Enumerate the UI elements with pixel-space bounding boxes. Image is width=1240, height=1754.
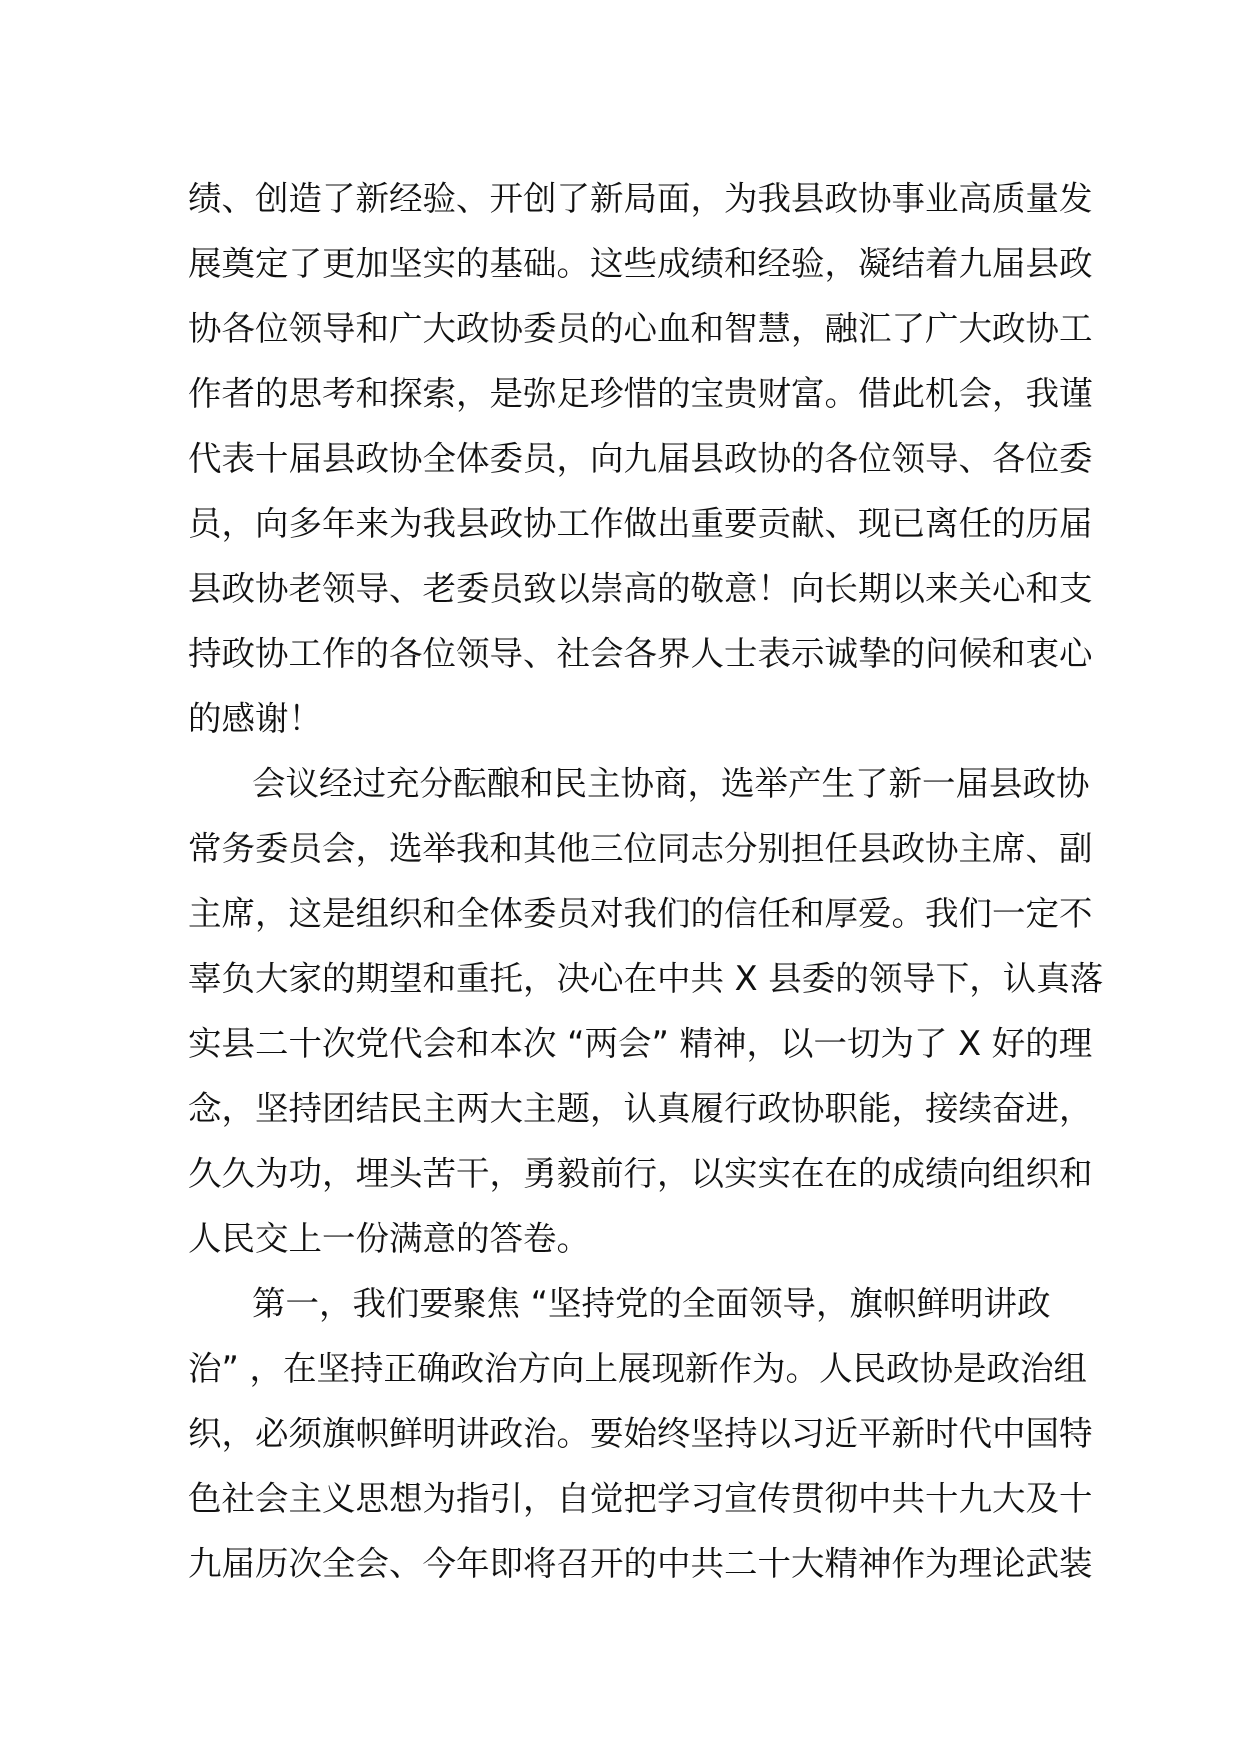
text-line: 常务委员会，选举我和其他三位同志分别担任县政协主席、副 [188,829,1093,868]
text-line: 作者的思考和探索，是弥足珍惜的宝贵财富。借此机会，我谨 [188,374,1093,413]
paragraph-first-line: 会议经过充分酝酿和民主协商，选举产生了新一届县政协 [252,764,1090,803]
text-line: 县政协老领导、老委员致以崇高的敬意！向长期以来关心和支 [188,569,1093,608]
text-line: 织，必须旗帜鲜明讲政治。要始终坚持以习近平新时代中国特 [188,1414,1093,1453]
text-line: 持政协工作的各位领导、社会各界人士表示诚挚的问候和衷心 [188,634,1093,673]
text-line: 念，坚持团结民主两大主题，认真履行政协职能，接续奋进， [188,1089,1093,1128]
text-line: 人民交上一份满意的答卷。 [188,1219,590,1258]
body-text [188,166,1104,1596]
text-line: 九届历次全会、今年即将召开的中共二十大精神作为理论武装 [188,1544,1093,1583]
text-line: 的感谢！ [188,699,322,738]
text-line: 主席，这是组织和全体委员对我们的信任和厚爱。我们一定不 [188,894,1093,933]
text-line: 协各位领导和广大政协委员的心血和智慧，融汇了广大政协工 [188,309,1093,348]
text-line: 色社会主义思想为指引，自觉把学习宣传贯彻中共十九大及十 [188,1479,1093,1518]
text-line: 展奠定了更加坚实的基础。这些成绩和经验，凝结着九届县政 [188,244,1093,283]
text-line: 治” ，在坚持正确政治方向上展现新作为。人民政协是政治组 [188,1349,1088,1388]
text-line: 辜负大家的期望和重托，决心在中共 X 县委的领导下，认真落 [188,959,1104,998]
text-line: 久久为功，埋头苦干，勇毅前行，以实实在在的成绩向组织和 [188,1154,1093,1193]
text-line: 绩、创造了新经验、开创了新局面，为我县政协事业高质量发 [188,179,1093,218]
text-line: 实县二十次党代会和本次 “两会” 精神，以一切为了 X 好的理 [188,1024,1093,1063]
paragraph-first-line: 第一，我们要聚焦 “坚持党的全面领导，旗帜鲜明讲政 [252,1284,1051,1323]
text-line: 员，向多年来为我县政协工作做出重要贡献、现已离任的历届 [188,504,1093,543]
text-line: 代表十届县政协全体委员，向九届县政协的各位领导、各位委 [188,439,1093,478]
